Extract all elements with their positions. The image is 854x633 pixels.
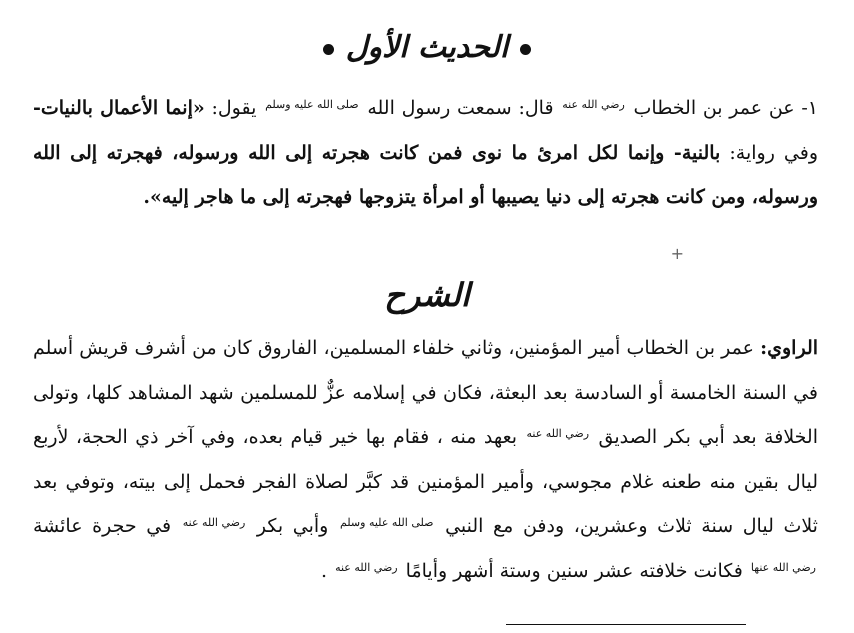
hadith-title [0,30,854,65]
hadith-body-1: «إنما الأعمال بالنيات- [33,97,205,119]
sharh-end: . [320,559,328,582]
cursor-crosshair-icon: + [670,244,684,263]
title-text: الحديث الأول [345,30,509,65]
honorific-ra: رضي الله عنه [562,98,625,111]
hadith-text [33,86,818,220]
sharh-part-3: وأبي بكر [256,515,329,537]
sharh-part-2: بعهد منه ، فقام بها خير قيام بعده، وفي آخر ذي الحجة، لأربع ليال بقين منه طعنه غلام مجوسي، وأمير المؤمنين قد كبَّر لصلاة الفجر فحمل إلى بيته، وتوفي بعد ثلاث ليال سنة ثلاث وعشرين، ودفن مع النبي [33,426,818,537]
narrator-label: الراوي: [760,337,819,359]
honorific-saw: صلى الله عليه وسلم [265,98,359,111]
honorific-1: رضي الله عنه [526,427,590,440]
hadith-number: ١- [801,97,818,119]
footnote-divider [506,624,746,625]
honorific-5: رضي الله عنه [335,560,398,574]
said-text: قال: سمعت رسول الله [367,97,554,119]
honorific-2: صلى الله عليه وسلم [339,516,434,529]
honorific-3: رضي الله عنه [182,516,246,529]
variant-intro: وفي رواية: [729,141,818,164]
honorific-4: رضي الله عنها [750,560,816,574]
sharh-part-4: في حجرة عائشة [33,515,172,537]
sharh-heading: الشرح [384,276,470,314]
says-text: يقول: [211,97,257,119]
bullet-dot-icon [520,44,531,55]
sharh-part-1: عمر بن الخطاب أمير المؤمنين، وثاني خلفاء المسلمين، الفاروق كان من أشرف قريش أسلم في السنة الخامسة أو السادسة بعد البعثة، فكان في إسلامه عزٌّ للمسلمين شهد المشاهد كلها، وتولى الخلافة بعد أبي بكر الصديق [33,337,818,448]
bullet-dot-icon [323,44,334,55]
sharh-text [33,326,818,593]
hadith-body-2: بالنية- وإنما لكل امرئ ما نوى فمن كانت هجرته إلى الله ورسوله، فهجرته إلى الله ورسوله، ومن كانت هجرته إلى دنيا يصيبها أو امرأة يتزوجها فهجرته إلى ما هاجر إليه». [33,141,818,208]
narrator-intro: عن عمر بن الخطاب [633,97,795,119]
sharh-part-5: فكانت خلافته عشر سنين وستة أشهر وأيامًا [405,559,743,582]
